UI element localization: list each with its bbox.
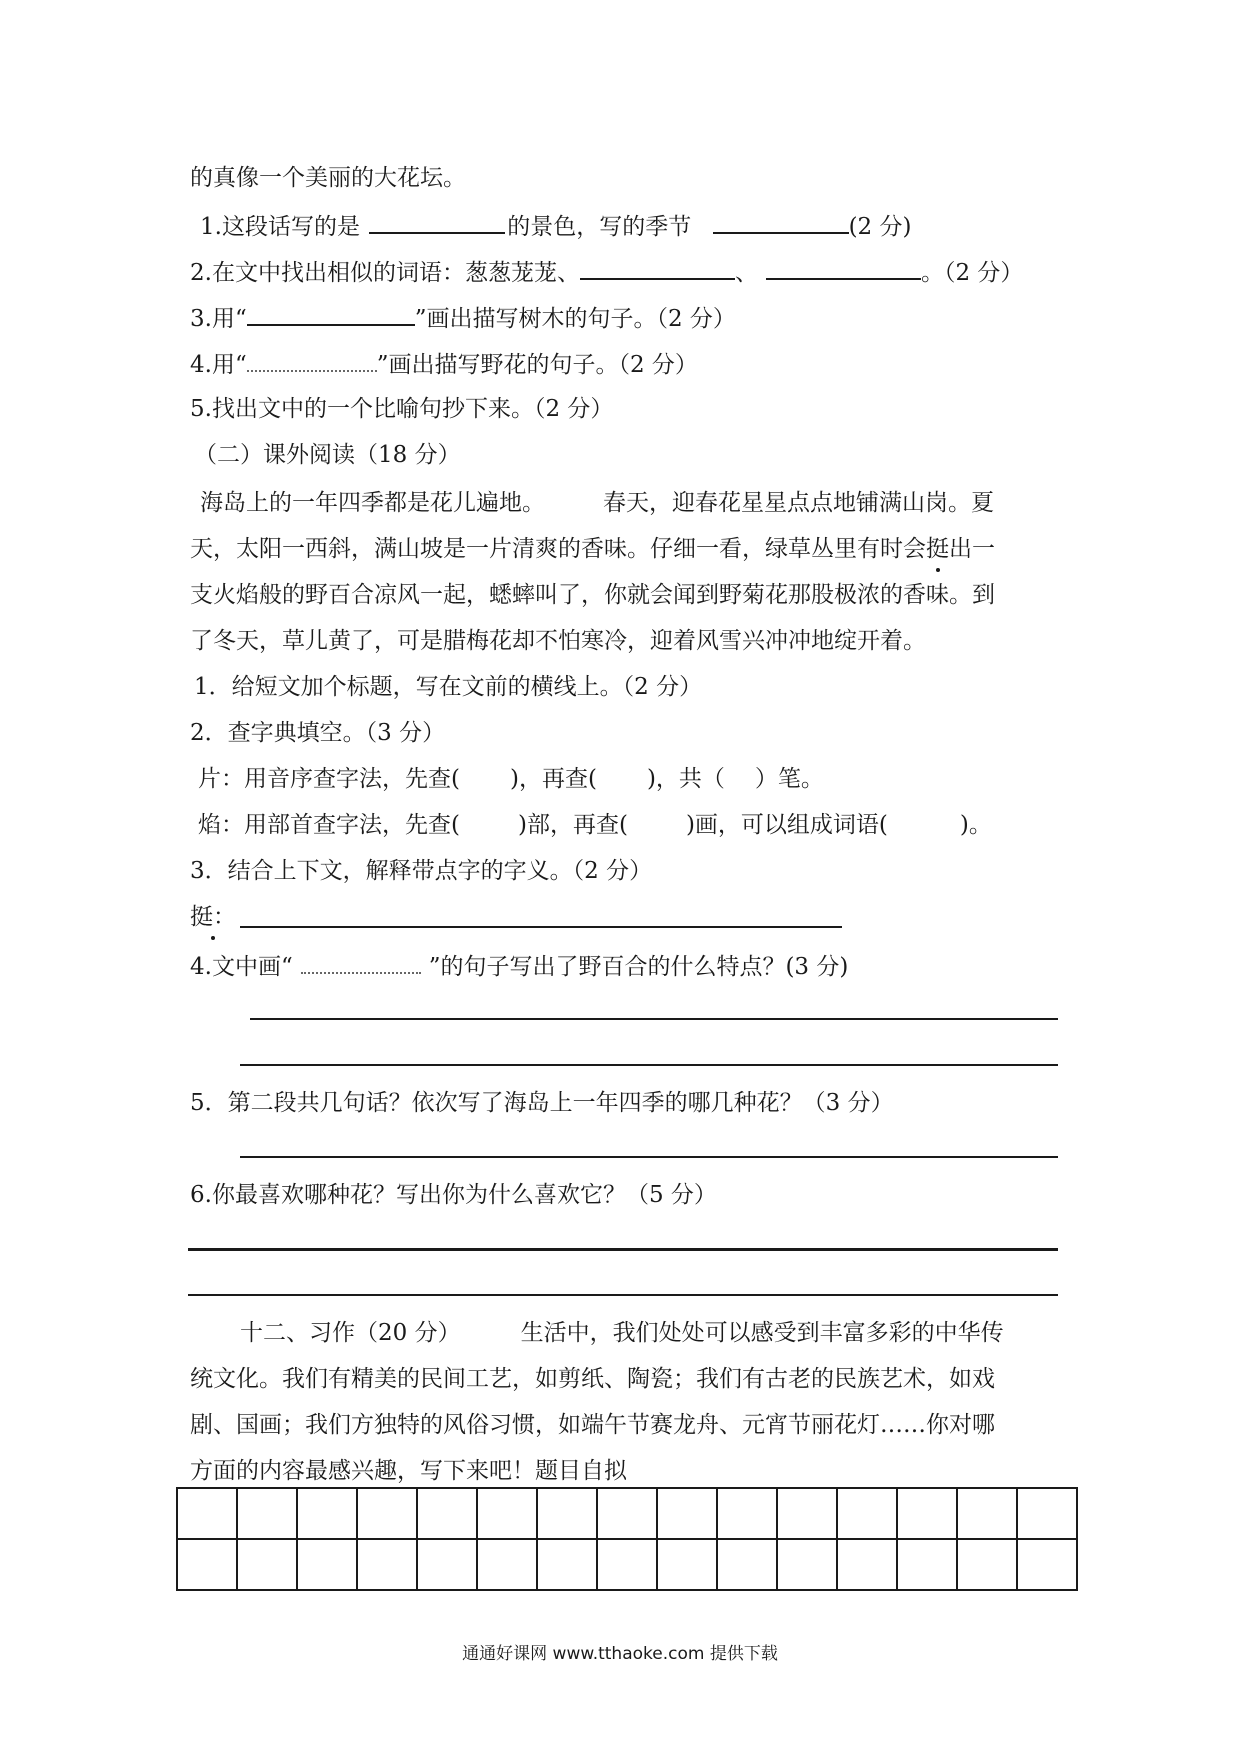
grid-cell[interactable]: [477, 1539, 537, 1590]
grid-cell[interactable]: [837, 1488, 897, 1539]
grid-cell[interactable]: [297, 1488, 357, 1539]
text: 支火焰般的野百合凉风一起，蟋蟀叫了，你就会闻到野菊花那股极浓的香味。到: [190, 582, 995, 608]
grid-cell[interactable]: [357, 1488, 417, 1539]
text: 春天，迎春花星星点点地铺满山岗。夏: [603, 490, 994, 516]
grid-cell[interactable]: [1017, 1539, 1077, 1590]
grid-cell[interactable]: [597, 1539, 657, 1590]
passage-line-3: [190, 580, 995, 610]
text: 统文化。我们有精美的民间工艺，如剪纸、陶瓷；我们有古老的民族艺术，如戏: [190, 1366, 995, 1392]
grid-cell[interactable]: [357, 1539, 417, 1590]
reading-question-4: [190, 950, 848, 982]
grid-cell[interactable]: [957, 1488, 1017, 1539]
text: ”画出描写树木的句子。（2 分）: [414, 306, 736, 332]
grid-cell[interactable]: [837, 1539, 897, 1590]
text: 焰：用部首查字法，先查(: [198, 812, 460, 838]
text: ”的句子写出了野百合的什么特点？(3 分): [428, 954, 849, 980]
answer-blank[interactable]: [766, 256, 921, 280]
grid-cell[interactable]: [597, 1488, 657, 1539]
grid-cell[interactable]: [777, 1539, 837, 1590]
text: )部，再查(: [517, 812, 628, 838]
grid-cell[interactable]: [477, 1488, 537, 1539]
text: 了冬天，草儿黄了，可是腊梅花却不怕寒冷，迎着风雪兴冲冲地绽开着。: [190, 628, 926, 654]
text: 3.用“: [190, 306, 247, 332]
text: 4.文中画“: [190, 954, 293, 980]
text: 1.这段话写的是: [200, 214, 360, 240]
footer: 通通好课网 www.tthaoke.com 提供下载: [462, 1644, 778, 1664]
grid-row: [177, 1488, 1077, 1539]
grid-cell[interactable]: [417, 1539, 477, 1590]
reading-question-2a: [198, 764, 824, 794]
text: 5．第二段共几句话？依次写了海岛上一年四季的哪几种花？（3 分）: [190, 1090, 894, 1116]
text: )，共（: [646, 766, 725, 792]
answer-blank[interactable]: [713, 210, 849, 234]
text: ）笔。: [754, 766, 824, 792]
answer-line[interactable]: [188, 1248, 1058, 1251]
passage-line-2: [190, 534, 995, 564]
answer-line[interactable]: [188, 1294, 1058, 1296]
question-1: [200, 210, 911, 242]
grid-cell[interactable]: [537, 1488, 597, 1539]
reading-question-3-answer: [190, 902, 236, 932]
text: 5.找出文中的一个比喻句抄下来。（2 分）: [190, 396, 614, 422]
question-5: [190, 394, 613, 424]
grid-cell[interactable]: [897, 1539, 957, 1590]
text: 出一: [949, 536, 995, 562]
text: 生活中，我们处处可以感受到丰富多彩的中华传: [520, 1320, 1004, 1346]
text: 海岛上的一年四季都是花儿遍地。: [200, 490, 545, 516]
answer-line[interactable]: [250, 1018, 1058, 1020]
reading-question-1: [194, 672, 702, 702]
text: 1．给短文加个标题，写在文前的横线上。（2 分）: [194, 674, 703, 700]
grid-cell[interactable]: [177, 1539, 237, 1590]
text: 4.用“: [190, 352, 247, 378]
wavy-underline-sample: [247, 348, 377, 372]
grid-cell[interactable]: [1017, 1488, 1077, 1539]
question-4: [190, 348, 698, 380]
text: )画，可以组成词语(: [685, 812, 888, 838]
composition-line-2: [190, 1364, 995, 1394]
grid-cell[interactable]: [237, 1539, 297, 1590]
composition-line-4: [190, 1456, 627, 1486]
answer-line[interactable]: [240, 1064, 1058, 1066]
answer-line[interactable]: [240, 926, 842, 928]
answer-blank[interactable]: [369, 210, 505, 234]
text: 剧、国画；我们方独特的风俗习惯，如端午节赛龙舟、元宵节丽花灯……你对哪: [190, 1412, 995, 1438]
question-3: [190, 302, 736, 334]
reading-question-6: [190, 1180, 717, 1210]
grid-cell[interactable]: [657, 1539, 717, 1590]
text: )，再查(: [509, 766, 597, 792]
passage-line-end: [190, 163, 466, 193]
wavy-underline-sample: [301, 950, 421, 974]
composition-line-3: [190, 1410, 995, 1440]
text: 6.你最喜欢哪种花？写出你为什么喜欢它？（5 分）: [190, 1182, 717, 1208]
text: 方面的内容最感兴趣，写下来吧！题目自拟: [190, 1458, 627, 1484]
grid-cell[interactable]: [957, 1539, 1017, 1590]
text: 片：用音序查字法，先查(: [198, 766, 460, 792]
grid-row: [177, 1539, 1077, 1590]
grid-cell[interactable]: [237, 1488, 297, 1539]
text: 、: [734, 260, 758, 286]
grid-cell[interactable]: [417, 1488, 477, 1539]
grid-cell[interactable]: [657, 1488, 717, 1539]
passage-line-1: [200, 488, 994, 518]
grid-cell[interactable]: [297, 1539, 357, 1590]
reading-question-3: [190, 856, 652, 886]
text: 天，太阳一西斜，满山坡是一片清爽的香味。仔细一看，绿草丛里有时会: [190, 536, 926, 562]
grid-cell[interactable]: [177, 1488, 237, 1539]
question-2: [190, 256, 1023, 288]
composition-line-1: [240, 1318, 1004, 1348]
text: ”画出描写野花的句子。（2 分）: [376, 352, 698, 378]
text: 十二、习作（20 分）: [240, 1320, 461, 1346]
text: 2.在文中找出相似的词语：葱葱茏茏、: [190, 260, 580, 286]
section-heading: [194, 440, 461, 470]
grid-cell[interactable]: [777, 1488, 837, 1539]
writing-grid[interactable]: [176, 1487, 1078, 1591]
text: )。: [959, 812, 992, 838]
grid-cell[interactable]: [717, 1488, 777, 1539]
reading-question-5: [190, 1088, 894, 1118]
underline-sample: [247, 302, 415, 326]
grid-cell[interactable]: [897, 1488, 957, 1539]
reading-question-2b: [198, 810, 992, 840]
text: 。（2 分）: [920, 260, 1024, 286]
reading-question-2: [190, 718, 445, 748]
text: (2 分): [848, 214, 912, 240]
text: 的真像一个美丽的大花坛。: [190, 165, 466, 191]
grid-cell[interactable]: [537, 1539, 597, 1590]
text: 3．结合上下文，解释带点字的字义。（2 分）: [190, 858, 653, 884]
text: 2．查字典填空。（3 分）: [190, 720, 446, 746]
passage-line-4: [190, 626, 926, 656]
text: 的景色，写的季节: [507, 214, 692, 240]
grid-cell[interactable]: [717, 1539, 777, 1590]
answer-line[interactable]: [240, 1156, 1058, 1158]
text: （二）课外阅读（18 分）: [194, 442, 461, 468]
text: 挺：: [190, 904, 236, 930]
answer-blank[interactable]: [580, 256, 735, 280]
dotted-character: 挺: [926, 536, 949, 562]
